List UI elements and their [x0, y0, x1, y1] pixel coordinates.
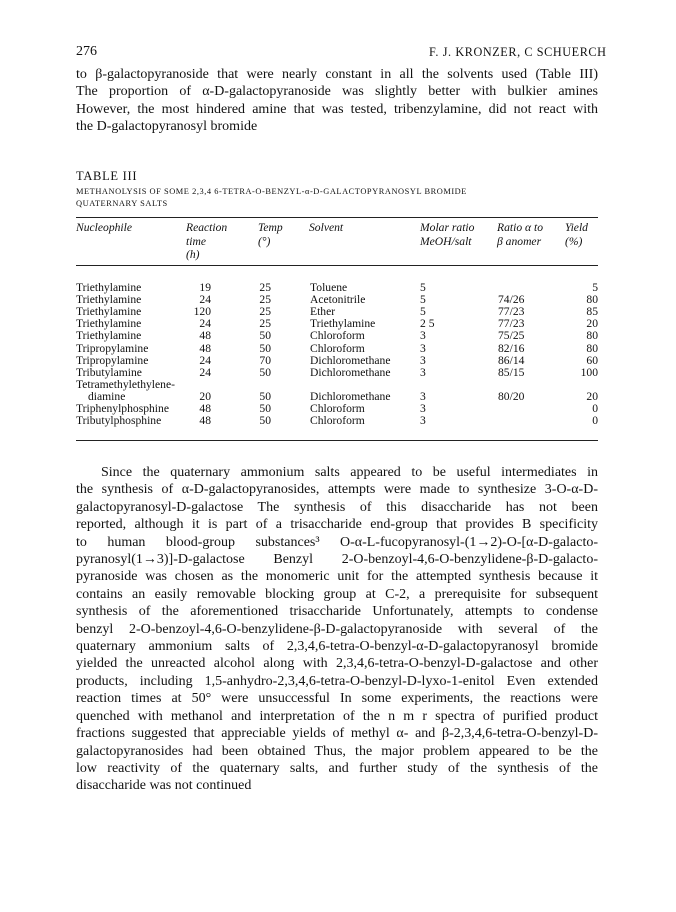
text-line: benzyl 2-O-benzoyl-4,6-O-benzylidene-β-D-galactopyranoside with several of the: [76, 621, 598, 637]
cell-reaction-time: 24: [199, 365, 211, 379]
cell-molar-ratio: 3: [420, 389, 426, 403]
table-header-rule: [76, 265, 598, 266]
cell-molar-ratio: 5: [420, 293, 426, 307]
cell-yield: 80: [586, 293, 598, 307]
text-line: to β-galactopyranoside that were nearly constant in all the solvents used (Table III): [76, 67, 598, 82]
cell-molar-ratio: 3: [420, 414, 426, 428]
cell-solvent: Chloroform: [310, 414, 365, 428]
text-line: to human blood-group substances³ O-α-L-fucopyranosyl-(1→2)-O-[α-D-galacto-: [76, 534, 598, 550]
text-line: the synthesis of α-D-galactopyranosides, attempts were made to synthesize 3-O-α-D-: [76, 482, 598, 498]
text-line: galactopyranosyl-D-galactose The synthesis of this disaccharide has not been: [76, 499, 598, 515]
cell-nucleophile: Tripropylamine: [76, 341, 149, 355]
text-line: yielded the unreacted alcohol along with 2,3,4,6-tetra-O-benzyl-D-galactose and other: [76, 656, 598, 672]
cell-solvent: Toluene: [310, 281, 348, 294]
text-line: reported, although it is part of a trisaccharide end-group that provides B specificity: [76, 517, 598, 533]
text-line: quaternary ammonium salts of 2,3,4,6-tetra-O-benzyl-α-D-galactopyranosyl bromide: [76, 639, 598, 655]
cell-yield: 20: [586, 317, 598, 331]
text-line: pyranosyl(1→3)]-D-galactose Benzyl 2-O-benzoyl-4,6-O-benzylidene-β-D-galacto-: [76, 552, 598, 568]
cell-ratio-anomer: 75/25: [498, 329, 525, 343]
text-line: disaccharide was not continued: [76, 778, 252, 794]
cell-reaction-time: 48: [199, 341, 211, 355]
cell-yield: 60: [586, 353, 598, 367]
col-header-solvent: Solvent: [309, 221, 344, 234]
cell-molar-ratio: 5: [420, 281, 426, 294]
cell-reaction-time: 24: [199, 317, 211, 331]
text-line: the D-galactopyranosyl bromide: [76, 119, 258, 135]
page-number: 276: [76, 44, 97, 59]
cell-nucleophile: Triethylamine: [76, 281, 142, 294]
cell-temp: 50: [259, 389, 271, 403]
cell-molar-ratio: 5: [420, 305, 426, 319]
text-line: quenched with methanol and interpretation of the n m r spectra of purified product: [76, 708, 598, 724]
cell-solvent: Dichloromethane: [310, 365, 391, 379]
cell-nucleophile: Triethylamine: [76, 293, 142, 307]
text-line: The proportion of α-D-galactopyranoside was slightly better with bulkier amines: [76, 84, 598, 100]
cell-solvent: Dichloromethane: [310, 389, 391, 403]
cell-temp: 50: [259, 341, 271, 355]
col-header-molar-ratio: Molar ratio MeOH/salt: [420, 221, 475, 248]
cell-yield: 20: [586, 389, 598, 403]
text-line: galactopyranosides had been obtained Thus, the major problem appeared to be the: [76, 743, 598, 759]
text-line: contains an easily removable blocking group at C-2, a prerequisite for subsequent: [76, 586, 598, 602]
cell-temp: 50: [259, 365, 271, 379]
cell-ratio-anomer: 86/14: [498, 353, 525, 367]
table-bottom-rule: [76, 440, 598, 441]
cell-reaction-time: 24: [199, 293, 211, 307]
cell-molar-ratio: 3: [420, 341, 426, 355]
text-line: synthesis of the aforementioned trisaccharide Unfortunately, attempts to condense: [76, 604, 598, 620]
intro-paragraph: [76, 66, 598, 136]
text-line: Since the quaternary ammonium salts appeared to be useful intermediates in: [101, 465, 598, 480]
cell-yield: 0: [592, 402, 598, 415]
text-line: products, including 1,5-anhydro-2,3,4,6-tetra-O-benzyl-D-lyxo-1-enitol Even extended: [76, 673, 598, 689]
text-line: low reactivity of the quaternary salts, and further study of the synthesis of the: [76, 760, 598, 776]
cell-solvent: Ether: [310, 305, 336, 319]
cell-yield: 5: [592, 281, 598, 294]
cell-nucleophile: Tripropylamine: [76, 353, 149, 367]
cell-yield: 0: [592, 414, 598, 428]
cell-molar-ratio: 3: [420, 353, 426, 367]
cell-solvent: Chloroform: [310, 341, 365, 355]
running-head: F. J. KRONZER, C SCHUERCH: [429, 45, 607, 59]
cell-ratio-anomer: 82/16: [498, 341, 525, 355]
cell-temp: 70: [259, 353, 271, 367]
cell-ratio-anomer: 77/23: [498, 305, 525, 319]
cell-molar-ratio: 3: [420, 329, 426, 343]
table-title: [76, 186, 467, 210]
cell-yield: 85: [586, 305, 598, 319]
text-line: reaction times at 50° were unsuccessful In some experiments, the reactions were: [76, 691, 598, 707]
cell-nucleophile: Triethylamine: [76, 305, 142, 319]
table-title-line: QUATERNARY SALTS: [76, 199, 168, 208]
cell-molar-ratio: 2 5: [420, 317, 435, 331]
cell-molar-ratio: 3: [420, 402, 426, 415]
col-header-ratio-anomer: Ratio α to β anomer: [497, 221, 544, 248]
cell-reaction-time: 48: [199, 329, 211, 343]
cell-solvent: Chloroform: [310, 329, 365, 343]
cell-solvent: Acetonitrile: [310, 293, 366, 307]
col-header-yield: Yield (%): [565, 221, 588, 248]
cell-temp: 25: [259, 317, 271, 331]
cell-temp: 25: [259, 293, 271, 307]
cell-reaction-time: 24: [199, 353, 211, 367]
cell-reaction-time: 48: [199, 414, 211, 428]
cell-reaction-time: 19: [199, 281, 211, 294]
cell-ratio-anomer: 74/26: [498, 293, 525, 307]
col-header-reaction-time: Reaction time (h): [186, 221, 228, 261]
cell-reaction-time: 20: [199, 389, 211, 403]
cell-reaction-time: 48: [199, 402, 211, 415]
cell-ratio-anomer: 77/23: [498, 317, 525, 331]
text-line: However, the most hindered amine that was tested, tribenzylamine, did not react with: [76, 101, 598, 117]
cell-yield: 80: [586, 329, 598, 343]
table-title-line: METHANOLYSIS OF SOME 2,3,4 6-TETRA-O-BENZYL-α-D-GALACTOPYRANOSYL BROMIDE: [76, 187, 467, 196]
cell-solvent: Dichloromethane: [310, 353, 391, 367]
cell-nucleophile: Tributylamine: [76, 365, 142, 379]
cell-ratio-anomer: 80/20: [498, 389, 525, 403]
cell-nucleophile: Triethylamine: [76, 329, 142, 343]
cell-nucleophile: Tetramethylethylene-: [76, 377, 175, 391]
cell-yield: 80: [586, 341, 598, 355]
cell-reaction-time: 120: [193, 305, 211, 319]
text-line: fractions suggested that appreciable yields of methyl α- and β-2,3,4,6-tetra-O-benzyl-D-: [76, 726, 598, 742]
cell-nucleophile: diamine: [88, 389, 126, 403]
cell-ratio-anomer: 85/15: [498, 365, 525, 379]
col-header-temp: Temp (°): [258, 221, 283, 248]
table-label: TABLE III: [76, 169, 138, 183]
cell-nucleophile: Tributylphosphine: [76, 414, 162, 428]
cell-temp: 50: [259, 402, 271, 415]
body-paragraph: [76, 464, 598, 795]
cell-solvent: Triethylamine: [310, 317, 376, 331]
cell-yield: 100: [580, 365, 598, 379]
cell-temp: 50: [259, 414, 271, 428]
cell-molar-ratio: 3: [420, 365, 426, 379]
col-header-nucleophile: Nucleophile: [76, 221, 133, 234]
cell-solvent: Chloroform: [310, 402, 365, 415]
cell-temp: 50: [259, 329, 271, 343]
cell-temp: 25: [259, 281, 271, 294]
cell-temp: 25: [259, 305, 271, 319]
table-top-rule: [76, 217, 598, 218]
cell-nucleophile: Triphenylphosphine: [76, 402, 169, 415]
cell-nucleophile: Triethylamine: [76, 317, 142, 331]
text-line: pyranoside was chosen as the monomeric unit for the attempted synthesis because it: [76, 569, 598, 585]
